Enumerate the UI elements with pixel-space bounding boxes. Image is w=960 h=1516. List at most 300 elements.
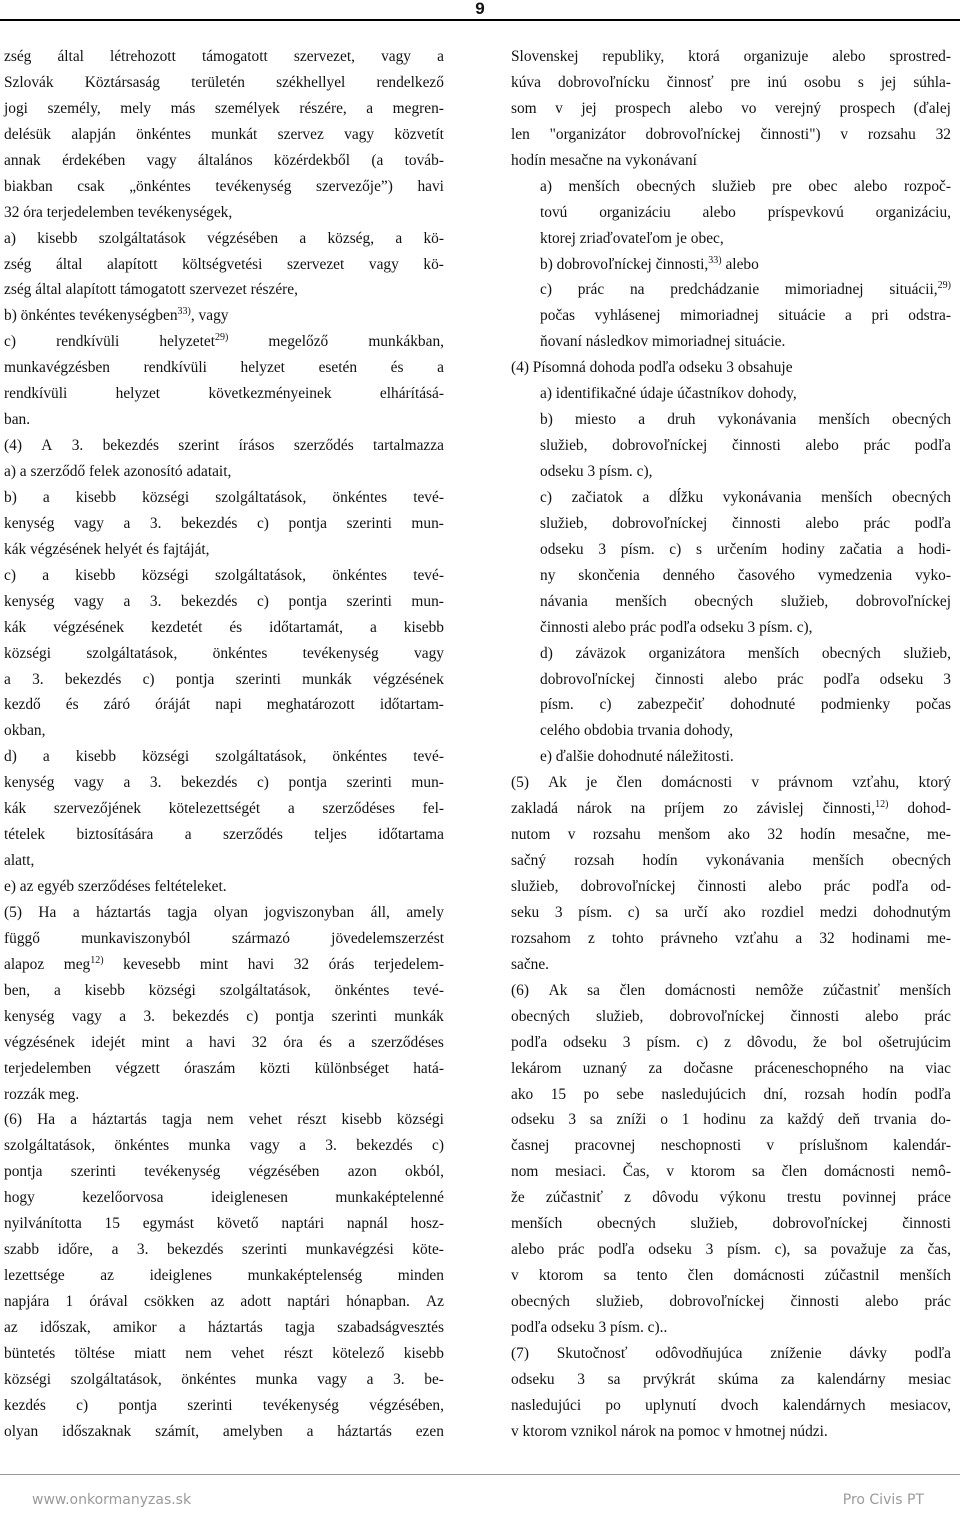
word: napjára — [4, 1293, 50, 1310]
word: obecných — [821, 644, 881, 662]
line-text: a) identifikačné údaje účastníkov dohody, — [540, 385, 797, 403]
word: 3 — [554, 903, 563, 921]
word: b) — [540, 411, 553, 429]
word: osobu — [804, 73, 841, 91]
word: dobrovoľnícku — [557, 73, 650, 91]
word: és — [65, 696, 79, 714]
word: právneho — [660, 929, 718, 947]
word: a — [119, 1007, 127, 1025]
word: Köztársaság — [84, 73, 160, 91]
word: kezdő — [4, 696, 41, 714]
text-line — [511, 1419, 951, 1445]
text-line — [511, 1030, 951, 1056]
word: szerinti — [346, 592, 392, 610]
word: a — [123, 592, 131, 610]
word: v — [555, 99, 563, 117]
word: Skutočnosť — [556, 1344, 628, 1362]
word: önkéntes — [136, 125, 191, 143]
word: a — [642, 488, 650, 506]
text-line — [511, 252, 951, 278]
right-column-slovak — [511, 44, 951, 1445]
word: a — [348, 1033, 356, 1051]
text-line — [4, 667, 444, 693]
word: prác — [863, 437, 891, 455]
text-line — [511, 122, 951, 148]
text-line — [511, 1237, 951, 1263]
word: naptári — [281, 1215, 325, 1233]
word: tartalmazza — [373, 437, 444, 455]
word: zakladá — [511, 800, 558, 818]
word: závislej — [756, 800, 804, 818]
text-line — [4, 381, 444, 407]
word: záväzok — [575, 644, 626, 662]
word: obecných — [636, 177, 696, 195]
word: prác — [924, 1293, 951, 1310]
word: príjem — [664, 800, 705, 818]
word: sebe — [616, 1085, 644, 1103]
word: pontja — [175, 670, 215, 688]
word: nyilvánította — [4, 1215, 82, 1233]
word: közérdekből — [273, 151, 350, 169]
word: havi — [209, 1033, 236, 1051]
word: be- — [424, 1370, 444, 1388]
word: kisebb — [84, 981, 125, 999]
word: práce — [917, 1189, 951, 1207]
text-line — [511, 1159, 951, 1185]
word: kúva — [511, 73, 541, 91]
text-line — [511, 796, 951, 822]
word: trestu — [787, 1189, 822, 1207]
line-text: e) az egyéb szerződéses feltételeket. — [4, 878, 227, 895]
word: miesto — [575, 411, 617, 429]
word: munkák — [394, 1007, 444, 1025]
word: a — [123, 774, 131, 792]
word: terjedelemben — [4, 1059, 92, 1077]
word: munkaképtelenné — [335, 1189, 444, 1207]
word: odstra- — [908, 307, 951, 325]
word: c) — [256, 592, 269, 610]
word: písm. — [646, 1033, 681, 1051]
word: menších — [821, 488, 873, 506]
word: mimoriadnej — [784, 281, 864, 299]
word: ktorá — [688, 48, 720, 65]
word: által — [55, 255, 83, 273]
word: létrehozott — [110, 48, 176, 65]
word: podľa — [872, 878, 909, 895]
text-line — [4, 1315, 444, 1341]
word: vo — [741, 99, 757, 117]
word: kezdés — [4, 1396, 46, 1414]
line-text: hodín mesačne na vykonávaní — [511, 151, 697, 169]
word: odseku — [511, 1111, 555, 1129]
word: szerinti — [346, 514, 392, 532]
word: munkavégzési — [305, 1241, 394, 1259]
word: költségvetési — [182, 255, 263, 273]
word: lekárom — [511, 1059, 562, 1077]
word: písm. — [727, 1241, 761, 1259]
word: prác — [777, 670, 804, 688]
text-line — [511, 200, 951, 226]
text-line — [4, 252, 444, 278]
word: člen — [687, 1267, 714, 1285]
word: lezettsége — [4, 1267, 65, 1285]
word: kö- — [423, 229, 444, 247]
word: az — [4, 1318, 18, 1336]
word: a — [287, 800, 295, 818]
word: rozsahu — [867, 125, 916, 143]
word: személy, — [47, 99, 101, 117]
word: c) — [696, 1033, 709, 1051]
word: povinnej — [842, 1189, 897, 1207]
text-line — [511, 926, 951, 952]
word: menších — [747, 644, 800, 662]
word: tevé- — [413, 488, 444, 506]
word: hodín — [800, 826, 836, 844]
text-line — [4, 1159, 444, 1185]
word: a — [306, 1422, 314, 1440]
word: vyko- — [915, 566, 951, 584]
word: kezelőorvosa — [82, 1189, 164, 1207]
word: naptári — [287, 1293, 331, 1310]
text-line — [4, 303, 444, 329]
word: tevékenység — [302, 644, 379, 662]
footer-rule — [0, 1474, 960, 1475]
word: s — [857, 73, 864, 91]
word: vagy — [317, 1370, 348, 1388]
word: dvoch — [720, 1396, 759, 1414]
word: munka — [188, 1137, 231, 1155]
line-text: okban, — [4, 722, 46, 740]
text-line — [4, 770, 444, 796]
word: meg$^{12)}$ — [63, 954, 104, 973]
text-line — [4, 537, 444, 563]
word: na — [889, 1059, 904, 1077]
word: podľa — [914, 1344, 951, 1362]
text-line — [4, 1133, 444, 1159]
text-line — [4, 589, 444, 615]
word: mesiac — [908, 1370, 951, 1388]
text-line — [4, 148, 444, 174]
word: (a — [371, 151, 384, 169]
word: na — [630, 800, 646, 818]
word: a — [366, 1370, 374, 1388]
word: časnej — [511, 1137, 550, 1155]
word: a — [437, 48, 444, 65]
text-line — [511, 667, 951, 693]
word: szabadságvesztés — [337, 1318, 444, 1336]
word: zség — [4, 48, 32, 65]
footer-publisher: Pro Civis PT — [842, 1492, 924, 1508]
word: kalendárnych — [782, 1396, 866, 1414]
word: rendkívüli — [4, 385, 68, 403]
word: önkéntes — [332, 748, 388, 766]
word: rozdiel — [761, 903, 805, 921]
word: ktorom — [538, 1267, 584, 1285]
word: zúčastnil — [824, 1267, 880, 1285]
word: za — [900, 1241, 914, 1259]
word: s — [696, 540, 702, 558]
word: időszaknak — [62, 1422, 132, 1440]
word: 3 — [568, 1111, 577, 1129]
word: szervezet, — [293, 48, 355, 65]
word: az — [210, 1293, 225, 1310]
word: (6) — [511, 981, 529, 999]
word: mely — [120, 99, 152, 117]
line-text: kák végzésének helyét és fajtáját, — [4, 540, 210, 558]
text-line — [4, 718, 444, 744]
word: szolgáltatások, — [86, 644, 178, 662]
word: 3. — [149, 514, 162, 532]
word: ny — [540, 566, 556, 584]
word: megelőző — [268, 333, 329, 351]
text-line — [4, 511, 444, 537]
line-text: ktorej zriaďovateľom je obec, — [540, 229, 724, 247]
word: ideiglenes — [149, 1267, 212, 1285]
word: amely — [406, 903, 444, 921]
word: kezdetét — [151, 618, 203, 636]
word: különbséget — [314, 1059, 389, 1077]
text-line — [4, 822, 444, 848]
word: rendkívüli — [143, 359, 207, 377]
word: napnál — [346, 1215, 388, 1233]
word: nasledujúci — [511, 1396, 582, 1414]
word: prospech — [839, 99, 896, 117]
word: služieb, — [595, 1007, 644, 1025]
text-line — [511, 952, 951, 978]
word: 32 — [935, 125, 951, 143]
line-text: odseku 3 písm. c), — [540, 463, 653, 480]
word: a — [53, 981, 61, 999]
word: bekezdés — [64, 670, 122, 688]
word: 3. — [143, 1007, 156, 1025]
word: óraszám — [184, 1059, 236, 1077]
word: tevékenység — [144, 1163, 221, 1181]
word: dávky — [849, 1344, 887, 1362]
word: bekezdés — [356, 1137, 413, 1155]
word: za — [780, 1370, 795, 1388]
word: do- — [930, 1111, 951, 1129]
word: szolgáltatások, — [215, 748, 307, 766]
line-text: , vagy — [190, 307, 229, 325]
word: v — [666, 1163, 675, 1181]
word: község, — [327, 229, 375, 247]
word: rozpoč- — [903, 177, 951, 195]
text-line — [4, 1056, 444, 1082]
text-line — [511, 1211, 951, 1237]
word: republiky, — [602, 48, 665, 65]
text-line — [4, 200, 444, 226]
word: obecných — [892, 852, 951, 870]
line-text: celého obdobia trvania dohody, — [540, 722, 734, 740]
word: fel- — [422, 800, 444, 818]
word: mesiacov, — [889, 1396, 951, 1414]
word: určí — [683, 903, 708, 921]
word: alebo — [702, 203, 736, 221]
word: o — [660, 1111, 668, 1129]
word: výkonu — [719, 1189, 766, 1207]
word: uplynutí — [645, 1396, 697, 1414]
word: szolgáltatások, — [70, 1370, 162, 1388]
word: vagy — [146, 151, 177, 169]
word: každý — [787, 1111, 825, 1129]
word: obecných — [891, 488, 951, 506]
word: tagja — [162, 1111, 192, 1129]
word: a — [42, 488, 50, 506]
word: községi — [142, 488, 190, 506]
word: és — [319, 1033, 332, 1051]
text-line — [511, 563, 951, 589]
word: ktorom — [690, 1163, 736, 1181]
word: közvetít — [394, 125, 444, 143]
word: vagy — [249, 1137, 280, 1155]
word: hodinu — [703, 1111, 747, 1129]
footer-website-link[interactable]: www.onkormanyzas.sk — [32, 1492, 192, 1508]
word: községi — [396, 1111, 444, 1129]
text-line — [4, 277, 444, 303]
word: nárok — [576, 800, 612, 818]
word: za — [759, 1111, 774, 1129]
word: háztartás — [337, 1422, 392, 1440]
word: dobrovoľníckej — [540, 670, 636, 688]
line-text: b) önkéntes tevékenységben — [4, 307, 178, 325]
text-line — [511, 226, 951, 252]
word: tevé- — [413, 566, 444, 584]
word: tovú — [540, 203, 568, 221]
line-text: (4) Písomná dohoda podľa odseku 3 obsahuje — [511, 359, 793, 377]
word: pontja — [288, 514, 327, 532]
word: tételek — [4, 826, 46, 844]
text-line — [4, 874, 444, 900]
word: c) — [4, 333, 16, 351]
word: mint — [199, 955, 229, 973]
word: községi — [4, 1370, 52, 1388]
word: po — [583, 1085, 600, 1103]
footnote-ref: 12) — [90, 954, 104, 966]
word: menších — [899, 1267, 951, 1285]
word: čas, — [927, 1241, 951, 1259]
word: mun- — [411, 592, 444, 610]
word: menších — [615, 592, 667, 610]
text-line — [4, 796, 444, 822]
word: számít, — [155, 1422, 200, 1440]
word: sprostred- — [889, 48, 951, 65]
word: a — [111, 1241, 119, 1259]
word: alapított — [107, 255, 158, 273]
word: önkéntes — [181, 1370, 236, 1388]
word: Ak — [548, 981, 568, 999]
text-line — [4, 96, 444, 122]
word: sa — [587, 981, 600, 999]
word: alebo — [723, 670, 758, 688]
header-rule — [0, 19, 960, 21]
word: függő — [4, 929, 40, 947]
word: biztosítására — [76, 826, 154, 844]
word: szerinti — [235, 670, 281, 688]
word: „önkéntes — [129, 177, 191, 195]
word: vehet — [231, 1344, 265, 1362]
text-line — [511, 174, 951, 200]
text-line — [4, 44, 444, 70]
text-line — [4, 1185, 444, 1211]
word: dobrovoľníckej — [669, 1007, 765, 1025]
word: írásos — [238, 437, 275, 455]
word: služieb, — [540, 437, 588, 455]
word: služieb, — [780, 592, 829, 610]
word: kisebb — [403, 1344, 444, 1362]
word: amikor — [113, 1318, 157, 1336]
word: munkát — [211, 125, 258, 143]
word: kötelezettségét — [168, 800, 261, 818]
text-line — [4, 355, 444, 381]
word: szervez — [277, 125, 324, 143]
word: alapján — [71, 125, 116, 143]
word: súhla- — [913, 73, 951, 91]
text-line — [511, 96, 951, 122]
word: a — [72, 903, 80, 921]
text-line — [4, 1263, 444, 1289]
word: ako — [727, 826, 750, 844]
text-line — [511, 407, 951, 433]
text-line — [4, 1107, 444, 1133]
word: Ak — [548, 774, 567, 792]
word: egymást — [142, 1215, 194, 1233]
footnote-ref: 33) — [708, 254, 722, 266]
word: idejét — [91, 1033, 126, 1051]
text-line — [511, 1393, 951, 1419]
word: háztartás — [208, 1318, 263, 1336]
word: helyzetet$^{29)}$ — [159, 332, 229, 351]
word: podľa — [914, 437, 951, 455]
word: b) — [4, 488, 17, 506]
word: 3. — [149, 774, 162, 792]
word: nom — [511, 1163, 539, 1181]
word: z — [724, 1033, 731, 1051]
word: denného — [662, 566, 715, 584]
text-line — [4, 744, 444, 770]
text-line — [511, 537, 951, 563]
word: a — [4, 670, 11, 688]
text-line — [511, 1133, 951, 1159]
word: jej — [880, 73, 897, 91]
word: szolgáltatások, — [4, 1137, 96, 1155]
word: prvýkrát — [643, 1370, 696, 1388]
word: kevesebb — [123, 955, 181, 973]
word: hodinami — [851, 929, 910, 947]
word: pontja — [4, 1163, 43, 1181]
word: a) — [4, 229, 16, 247]
word: hodín — [642, 852, 678, 870]
word: vagy — [74, 514, 104, 532]
word: közti — [259, 1059, 291, 1077]
word: skončenia — [578, 566, 640, 584]
text-line — [511, 1107, 951, 1133]
word: činnosti — [732, 437, 781, 455]
word: sa — [607, 1370, 621, 1388]
word: dní, — [763, 1085, 788, 1103]
word: munkákban, — [368, 333, 444, 351]
word: származó — [231, 929, 290, 947]
word: időtartamát, — [269, 618, 344, 636]
word: kisebb — [403, 618, 444, 636]
text-line — [511, 511, 951, 537]
word: domácnosti — [664, 981, 736, 999]
word: obecných — [596, 1215, 656, 1233]
word: áll, — [370, 903, 390, 921]
word: alapoz — [4, 955, 45, 973]
footnote-ref: 29) — [214, 332, 229, 344]
footnote-ref: 33) — [177, 306, 191, 318]
word: deň — [837, 1111, 861, 1129]
